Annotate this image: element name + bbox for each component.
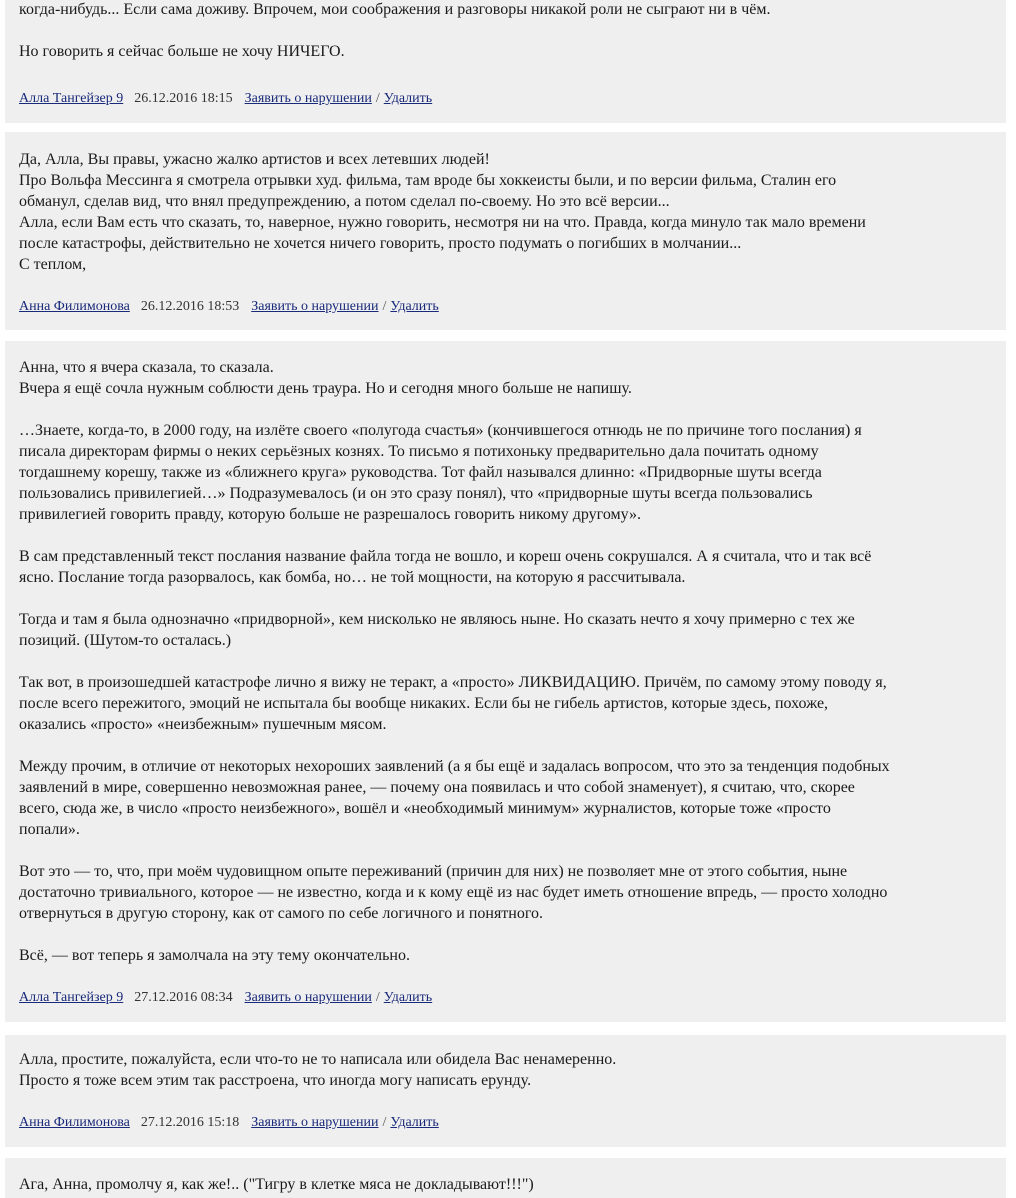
comment-meta [19, 989, 432, 1007]
comment-text-line: когда-нибудь... Если сама доживу. Впрочем, мои соображения и разговоры никакой роли не сыграют ни в чём. [19, 1, 771, 18]
comment-text-line: Просто я тоже всем этим так расстроена, что иногда могу написать ерунду. [19, 1072, 532, 1089]
delete-link[interactable]: Удалить [383, 91, 433, 106]
comment-text-line: позиций. (Шутом-то осталась.) [19, 632, 232, 649]
comment-text-line: обманул, сделав вид, что внял предупреждению, а потом сделал по-своему. Но это всё версии... [19, 193, 670, 210]
comment-text-line: Всё, — вот теперь я замолчала на эту тему окончательно. [19, 947, 410, 964]
delete-link[interactable]: Удалить [390, 1115, 439, 1130]
comment-date: 27.12.2016 15:18 [140, 1115, 240, 1130]
report-violation-link[interactable]: Заявить о нарушении [244, 990, 372, 1005]
report-violation-link[interactable]: Заявить о нарушении [251, 1115, 379, 1130]
report-violation-link[interactable]: Заявить о нарушении [251, 299, 379, 314]
comment-paragraph [19, 861, 992, 924]
comment-paragraph [19, 756, 992, 840]
delete-link[interactable]: Удалить [383, 990, 433, 1005]
comment-text-line: Так вот, в произошедшей катастрофе лично я вижу не теракт, а «просто» ЛИКВИДАЦИЮ. Причём, по самому этому поводу я, [19, 674, 887, 691]
comment-card [5, 341, 1006, 1022]
comment-meta [19, 90, 432, 108]
comment-card [5, 1035, 1006, 1147]
comment-paragraph [19, 609, 992, 651]
delete-link[interactable]: Удалить [390, 299, 439, 314]
report-violation-link[interactable]: Заявить о нарушении [244, 91, 372, 106]
comment-text-line: Алла, простите, пожалуйста, если что-то не то написала или обидела Вас ненамеренно. [19, 1051, 617, 1068]
comment-text-line: после катастрофы, действительно не хочется ничего говорить, просто подумать о погибших в молчании... [19, 235, 742, 252]
comment-text-line: привилегией говорить правду, которую больше не разрешалось говорить никому другому». [19, 506, 642, 523]
comment-meta [19, 1114, 439, 1132]
comment-text-line: заявлений в мире, совершенно невозможная ранее, — почему она появилась и что собой знаменует), я считаю, что, скорее [19, 779, 855, 796]
comment-text-line: Про Вольфа Мессинга я смотрела отрывки худ. фильма, там вроде бы хоккеисты были, и по версии фильма, Сталин его [19, 172, 837, 189]
link-separator: / [375, 990, 380, 1005]
comment-text-line: оказались «просто» «неизбежным» пушечным мясом. [19, 716, 387, 733]
comment-card [5, 1158, 1006, 1198]
comment-text-line: С теплом, [19, 256, 87, 273]
comment-date: 26.12.2016 18:15 [134, 91, 233, 106]
comment-card [5, 0, 1006, 123]
comment-text-line: Анна, что я вчера сказала, то сказала. [19, 359, 274, 376]
comment-paragraph [19, 0, 992, 20]
comment-text-line: …Знаете, когда-то, в 2000 году, на излёте своего «полугода счастья» (кончившегося отнюдь не по причине того послания) я [19, 422, 862, 439]
comment-text-line: тогдашнему корешу, также из «ближнего круга» руководства. Тот файл назывался длинно: «Придворные шуты всегда [19, 464, 822, 481]
comment-paragraph [19, 357, 992, 399]
comment-text-line: достаточно тривиального, которое — не известно, когда и к кому ещё из нас будет иметь отношение впредь, — просто холодно [19, 884, 888, 901]
comment-paragraph [19, 149, 992, 275]
author-link[interactable]: Алла Тангейзер 9 [19, 91, 124, 106]
link-separator: / [375, 91, 380, 106]
comment-paragraph [19, 672, 992, 735]
comment-text-line: Вчера я ещё сочла нужным соблюсти день траура. Но и сегодня много больше не напишу. [19, 380, 632, 397]
comment-text-line: Да, Алла, Вы правы, ужасно жалко артистов и всех летевших людей! [19, 151, 490, 168]
comment-paragraph [19, 1049, 992, 1091]
comment-text-line: пользовались привилегией…» Подразумевалось (и он это сразу понял), что «придворные шуты всегда пользовались [19, 485, 813, 502]
comment-text-line: Тогда и там я была однозначно «придворной», кем нисколько не являюсь ныне. Но сказать нечто я хочу примерно с тех же [19, 611, 855, 628]
link-separator: / [382, 299, 387, 314]
comment-paragraph [19, 945, 992, 966]
comment-text-line: ясно. Послание тогда разорвалось, как бомба, но… не той мощности, на которую я рассчитывала. [19, 569, 686, 586]
comment-text-line: Но говорить я сейчас больше не хочу НИЧЕГО. [19, 43, 345, 60]
comment-text-line: Вот это — то, что, при моём чудовищном опыте переживаний (причин для них) не позволяет мне от этого события, ныне [19, 863, 848, 880]
comment-card [5, 132, 1006, 330]
comment-body [19, 1158, 992, 1195]
comment-meta [19, 298, 439, 316]
comment-body [19, 341, 992, 966]
comment-body [19, 132, 992, 275]
comment-paragraph [19, 420, 992, 525]
author-link[interactable]: Анна Филимонова [19, 299, 130, 314]
comment-date: 26.12.2016 18:53 [140, 299, 240, 314]
author-link[interactable]: Алла Тангейзер 9 [19, 990, 124, 1005]
comment-text-line: Алла, если Вам есть что сказать, то, наверное, нужно говорить, несмотря ни на что. Правда, когда минуло так мало времени [19, 214, 866, 231]
author-link[interactable]: Анна Филимонова [19, 1115, 130, 1130]
comment-paragraph [19, 41, 992, 62]
comment-paragraph [19, 546, 992, 588]
comment-paragraph [19, 1174, 992, 1195]
comment-text-line: всего, сюда же, в число «просто неизбежного», вошёл и «необходимый минимум» журналистов, которые тоже «просто [19, 800, 831, 817]
comment-text-line: отвернуться в другую сторону, как от самого по себе логичного и понятного. [19, 905, 544, 922]
comment-text-line: попали». [19, 821, 80, 838]
comment-text-line: В сам представленный текст послания название файла тогда не вошло, и кореш очень сокрушался. А я считала, что и так всё [19, 548, 872, 565]
comment-text-line: Между прочим, в отличие от некоторых нехороших заявлений (а я бы ещё и задалась вопросом, что это за тенденция подобных [19, 758, 890, 775]
comment-body [19, 1035, 992, 1091]
comment-body [19, 0, 992, 62]
comment-text-line: после всего пережитого, эмоций не испытала бы вообще никаких. Если бы не гибель артистов, которые здесь, похоже, [19, 695, 829, 712]
comment-text-line: писала директорам фирмы о неких серьёзных кознях. То письмо я потихоньку предварительно дала почитать одному [19, 443, 819, 460]
link-separator: / [382, 1115, 387, 1130]
comment-text-line: Ага, Анна, промолчу я, как же!.. ("Тигру в клетке мяса не докладывают!!!") [19, 1176, 534, 1193]
comment-date: 27.12.2016 08:34 [134, 990, 233, 1005]
